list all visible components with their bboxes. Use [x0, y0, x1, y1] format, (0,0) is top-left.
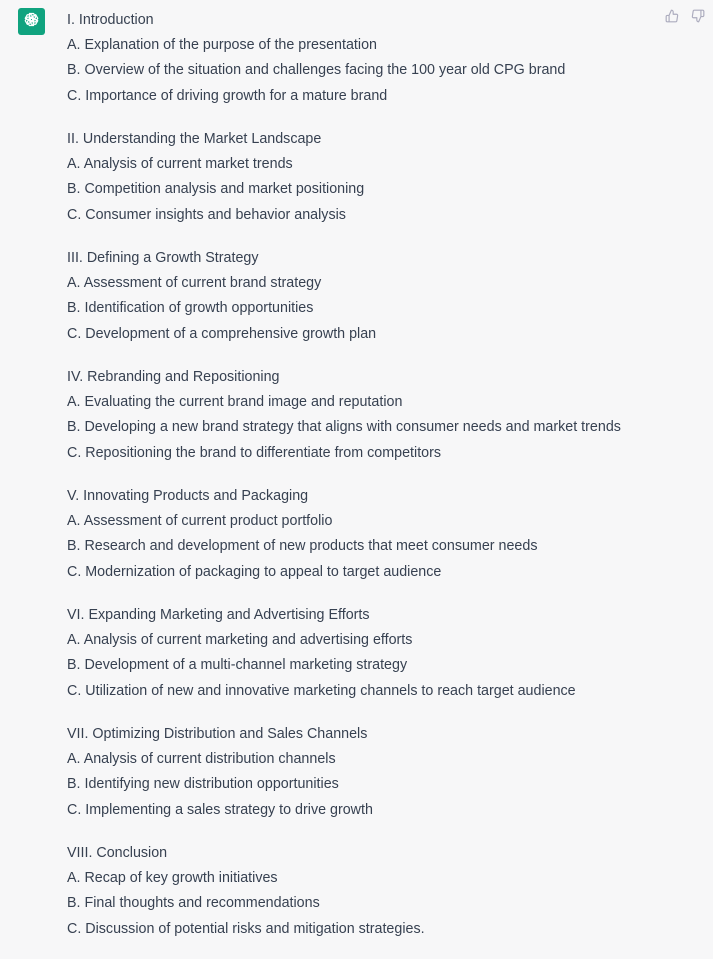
- outline-item: B. Final thoughts and recommendations: [67, 895, 320, 912]
- outline-item: A. Analysis of current marketing and advertising efforts: [67, 632, 413, 649]
- outline-item: B. Competition analysis and market positioning: [67, 181, 365, 198]
- outline-item: B. Identifying new distribution opportunities: [67, 776, 339, 793]
- outline-heading: III. Defining a Growth Strategy: [67, 250, 259, 266]
- outline-section: [67, 603, 687, 704]
- outline-section: [67, 484, 687, 585]
- outline-heading: I. Introduction: [67, 12, 154, 28]
- outline-item: C. Development of a comprehensive growth plan: [67, 325, 377, 342]
- openai-logo-icon: [22, 10, 41, 34]
- outline-item: C. Repositioning the brand to differentiate from competitors: [67, 444, 442, 461]
- outline-heading: VI. Expanding Marketing and Advertising Efforts: [67, 607, 370, 623]
- outline-item: A. Evaluating the current brand image and reputation: [67, 394, 403, 411]
- outline-item: A. Recap of key growth initiatives: [67, 870, 278, 887]
- outline-item: C. Modernization of packaging to appeal to target audience: [67, 563, 442, 580]
- outline-item: A. Analysis of current market trends: [67, 156, 293, 173]
- outline-item: A. Assessment of current brand strategy: [67, 275, 322, 292]
- outline-section: [67, 127, 687, 228]
- thumbs-down-icon: [691, 9, 705, 28]
- outline-item: C. Implementing a sales strategy to drive growth: [67, 801, 373, 818]
- assistant-avatar: [18, 8, 45, 35]
- outline-section: [67, 722, 687, 823]
- outline-item: B. Developing a new brand strategy that aligns with consumer needs and market trends: [67, 419, 621, 436]
- outline-item: B. Identification of growth opportunities: [67, 300, 314, 317]
- assistant-message: [67, 8, 687, 959]
- outline-item: C. Utilization of new and innovative marketing channels to reach target audience: [67, 682, 576, 699]
- outline-item: C. Consumer insights and behavior analysis: [67, 206, 346, 223]
- outline-item: A. Assessment of current product portfolio: [67, 513, 333, 530]
- outline-heading: V. Innovating Products and Packaging: [67, 488, 309, 504]
- outline-section: [67, 365, 687, 466]
- outline-item: C. Importance of driving growth for a mature brand: [67, 87, 388, 104]
- outline-heading: IV. Rebranding and Repositioning: [67, 369, 280, 385]
- outline-item: C. Discussion of potential risks and mitigation strategies.: [67, 920, 425, 937]
- outline-heading: VIII. Conclusion: [67, 845, 168, 861]
- outline-section: [67, 246, 687, 347]
- outline-heading: VII. Optimizing Distribution and Sales Channels: [67, 726, 368, 742]
- outline-item: B. Research and development of new products that meet consumer needs: [67, 538, 538, 555]
- outline-heading: II. Understanding the Market Landscape: [67, 131, 322, 147]
- outline-section: [67, 841, 687, 942]
- outline-item: B. Development of a multi-channel marketing strategy: [67, 657, 408, 674]
- outline-item: B. Overview of the situation and challenges facing the 100 year old CPG brand: [67, 62, 566, 79]
- outline-item: A. Explanation of the purpose of the presentation: [67, 37, 377, 54]
- outline-item: A. Analysis of current distribution channels: [67, 751, 336, 768]
- thumbs-down-button[interactable]: [691, 11, 705, 25]
- outline-section: [67, 8, 687, 109]
